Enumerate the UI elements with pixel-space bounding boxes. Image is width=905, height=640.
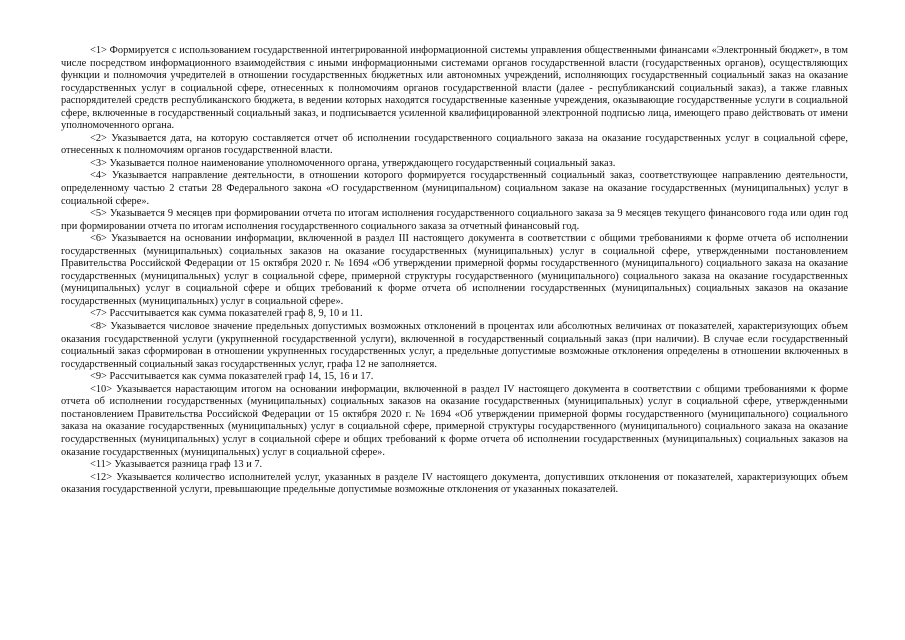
footnotes-section [61, 45, 848, 497]
footnote-8: <8> Указывается числовое значение предельных допустимых возможных отклонений в процентах или абсолютных величинах от показателей, характеризующих объем оказания государственной услуги (укрупненной государственной услуги), включенной в государственный социальный заказ (при наличии). В случае если государственный социальный заказ сформирован в отношении укрупненных государственных услуг, а предельные допустимые возможные отклонения определены в отношении включенных в государственный социальный заказ государственных услуг, графа 12 не заполняется. [61, 321, 848, 370]
footnote-3: <3> Указывается полное наименование уполномоченного органа, утверждающего государственный социальный заказ. [90, 157, 616, 169]
footnote-12: <12> Указывается количество исполнителей услуг, указанных в разделе IV настоящего документа, допустивших отклонения от показателей, характеризующих объем оказания государственной услуги, превышающие предельные допустимые возможные отклонения от указанных показателей. [61, 471, 848, 496]
footnote-9: <9> Рассчитывается как сумма показателей граф 14, 15, 16 и 17. [90, 371, 374, 383]
footnote-11: <11> Указывается разница граф 13 и 7. [90, 459, 263, 471]
footnote-10: <10> Указывается нарастающим итогом на основании информации, включенной в раздел IV настоящего документа в соответствии с общими требованиями к форме отчета об исполнении государственных (муниципальных) социальных заказов на оказание государственных (муниципальных) услуг в социальной сфере, утвержденными постановлением Правительства Российской Федерации от 15 октября 2020 г. № 1694 «Об утверждении примерной формы государственного (муниципального) социального заказа на оказание государственных (муниципальных) услуг в социальной сфере, примерной структуры государственного (муниципального) социального заказа на оказание государственных (муниципальных) услуг в социальной сфере и общих требований к форме отчета об исполнении государственных (муниципальных) социальных заказов на оказание государственных (муниципальных) услуг в социальной сфере». [61, 383, 848, 458]
footnote-1: <1> Формируется с использованием государственной интегрированной информационной системы управления общественными финансами «Электронный бюджет», в том числе посредством информационного взаимодействия с иными информационными системами органов государственной власти (государственных органов), осуществляющих функции и полномочия учредителей в отношении государственных бюджетных или автономных учреждений, исполняющих государственный социальный заказ на оказание государственных услуг в социальной сфере, отнесенных к полномочиям органов государственной власти (далее - республиканский социальный заказ), а также главных распорядителей средств республиканского бюджета, в ведении которых находятся государственные казенные учреждения, оказывающие государственные услуги в социальной сфере, включенные в государственный социальный заказ, и подписывается усиленной квалифицированной электронной подписью лица, имеющего право действовать от имени уполномоченного органа. [61, 45, 848, 132]
footnote-5: <5> Указывается 9 месяцев при формировании отчета по итогам исполнения государственного социального заказа за 9 месяцев текущего финансового года или один год при формировании отчета по итогам исполнения государственного социального заказа за отчетный финансовый год. [61, 208, 848, 232]
footnote-6: <6> Указывается на основании информации, включенной в раздел III настоящего документа в соответствии с общими требованиями к форме отчета об исполнении государственных (муниципальных) социальных заказов на оказание государственных (муниципальных) услуг в социальной сфере, утвержденными постановлением Правительства Российской Федерации от 15 октября 2020 г. № 1694 «Об утверждении примерной формы государственного (муниципального) социального заказа на оказание государственных (муниципальных) услуг в социальной сфере, примерной структуры государственного (муниципального) социального заказа на оказание государственных (муниципальных) услуг в социальной сфере и общих требований к форме отчета об исполнении государственных (муниципальных) социальных заказов на оказание государственных (муниципальных) услуг в социальной сфере». [61, 233, 848, 307]
footnote-7: <7> Рассчитывается как сумма показателей граф 8, 9, 10 и 11. [90, 308, 363, 320]
footnote-2: <2> Указывается дата, на которую составляется отчет об исполнении государственного социального заказа на оказание государственных услуг в социальной сфере, отнесенных к полномочиям органов государственной власти. [61, 132, 848, 157]
footnote-4: <4> Указывается направление деятельности, в отношении которого формируется государственный социальный заказ, соответствующее направлению деятельности, определенному частью 2 статьи 28 Федерального закона «О государственном (муниципальном) социальном заказе на оказание государственных (муниципальных) услуг в социальной сфере». [61, 170, 848, 207]
